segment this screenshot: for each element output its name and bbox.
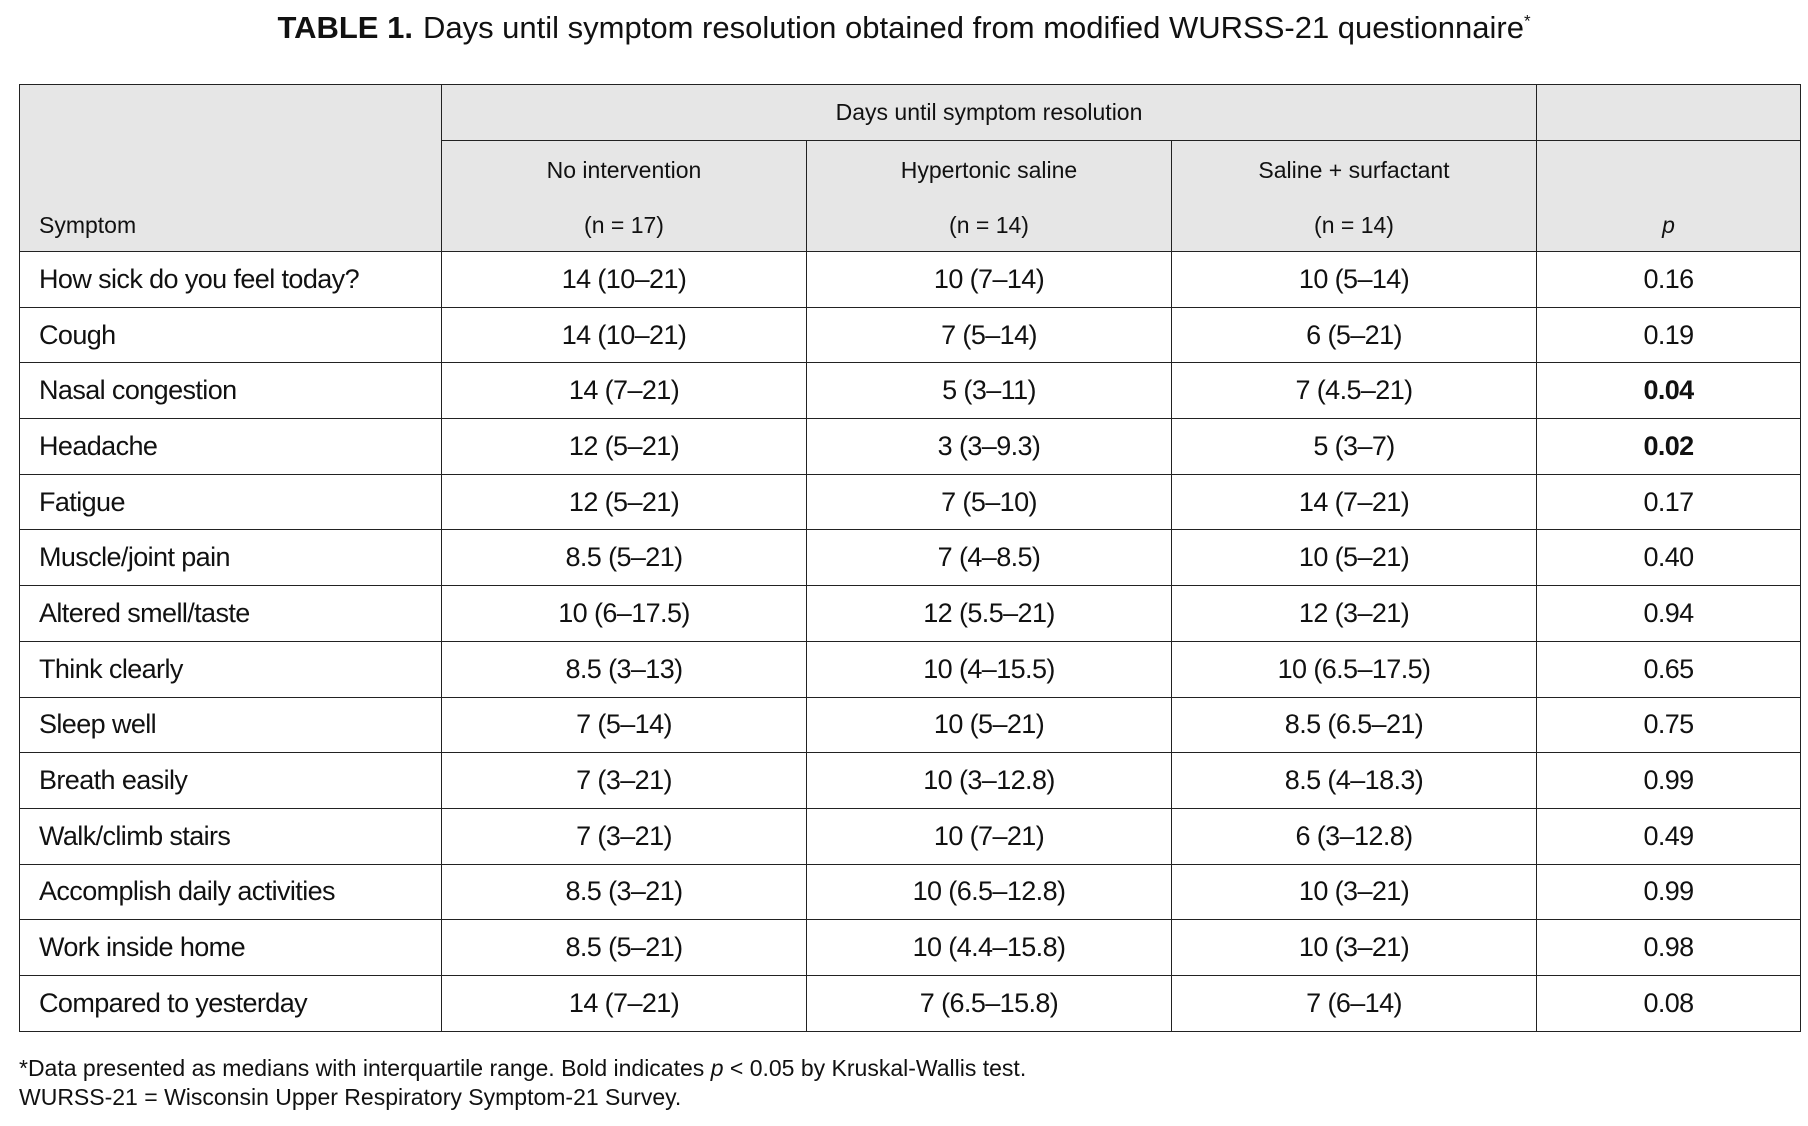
saline-surfactant-cell: 10 (5–14)	[1172, 252, 1537, 308]
symptom-cell: Work inside home	[20, 920, 442, 976]
p-value-cell: 0.49	[1537, 808, 1801, 864]
table-label: TABLE 1.	[277, 10, 413, 45]
hypertonic-saline-cell: 10 (5–21)	[807, 697, 1172, 753]
symptom-cell: Altered smell/taste	[20, 586, 442, 642]
no-intervention-cell: 8.5 (5–21)	[442, 530, 807, 586]
header-no-intervention	[442, 141, 807, 252]
header-saline-surfactant	[1172, 141, 1537, 252]
table-row	[20, 641, 1801, 697]
hypertonic-saline-cell: 3 (3–9.3)	[807, 419, 1172, 475]
p-value-cell: 0.19	[1537, 307, 1801, 363]
hypertonic-saline-cell: 10 (3–12.8)	[807, 753, 1172, 809]
hypertonic-saline-cell: 10 (7–14)	[807, 252, 1172, 308]
symptom-cell: Sleep well	[20, 697, 442, 753]
saline-surfactant-cell: 8.5 (4–18.3)	[1172, 753, 1537, 809]
hypertonic-saline-cell: 12 (5.5–21)	[807, 586, 1172, 642]
symptom-cell: Nasal congestion	[20, 363, 442, 419]
table-row	[20, 808, 1801, 864]
saline-surfactant-cell: 10 (6.5–17.5)	[1172, 641, 1537, 697]
table-row	[20, 252, 1801, 308]
footnote-text: < 0.05 by Kruskal-Wallis test.	[723, 1055, 1027, 1081]
hypertonic-saline-cell: 7 (4–8.5)	[807, 530, 1172, 586]
header-col-name: Hypertonic saline	[900, 157, 1078, 183]
table-row	[20, 530, 1801, 586]
results-table	[19, 84, 1801, 1032]
header-col-n: (n = 14)	[1314, 212, 1394, 238]
p-value-cell: 0.99	[1537, 753, 1801, 809]
header-group-empty	[1537, 85, 1801, 141]
saline-surfactant-cell: 6 (5–21)	[1172, 307, 1537, 363]
p-value-cell: 0.17	[1537, 474, 1801, 530]
symptom-cell: Breath easily	[20, 753, 442, 809]
p-value-cell: 0.94	[1537, 586, 1801, 642]
hypertonic-saline-cell: 10 (7–21)	[807, 808, 1172, 864]
no-intervention-cell: 12 (5–21)	[442, 474, 807, 530]
p-value-cell: 0.08	[1537, 975, 1801, 1031]
saline-surfactant-cell: 6 (3–12.8)	[1172, 808, 1537, 864]
saline-surfactant-cell: 10 (3–21)	[1172, 864, 1537, 920]
symptom-cell: Accomplish daily activities	[20, 864, 442, 920]
symptom-cell: Compared to yesterday	[20, 975, 442, 1031]
header-p: p	[1537, 141, 1801, 252]
table-row	[20, 753, 1801, 809]
no-intervention-cell: 8.5 (3–13)	[442, 641, 807, 697]
saline-surfactant-cell: 8.5 (6.5–21)	[1172, 697, 1537, 753]
table-title	[0, 10, 1808, 46]
p-value-cell: 0.02	[1537, 419, 1801, 475]
table-row	[20, 363, 1801, 419]
saline-surfactant-cell: 7 (4.5–21)	[1172, 363, 1537, 419]
header-col-n: (n = 17)	[584, 212, 664, 238]
table-row	[20, 864, 1801, 920]
hypertonic-saline-cell: 10 (4.4–15.8)	[807, 920, 1172, 976]
footnote-p: p	[710, 1055, 724, 1081]
symptom-cell: Walk/climb stairs	[20, 808, 442, 864]
saline-surfactant-cell: 10 (3–21)	[1172, 920, 1537, 976]
p-value-cell: 0.04	[1537, 363, 1801, 419]
p-value-cell: 0.16	[1537, 252, 1801, 308]
table-row	[20, 975, 1801, 1031]
saline-surfactant-cell: 7 (6–14)	[1172, 975, 1537, 1031]
symptom-cell: Cough	[20, 307, 442, 363]
no-intervention-cell: 10 (6–17.5)	[442, 586, 807, 642]
no-intervention-cell: 14 (10–21)	[442, 307, 807, 363]
table-row	[20, 586, 1801, 642]
header-symptom: Symptom	[20, 85, 442, 252]
footnote-data	[19, 1054, 1026, 1083]
p-value-cell: 0.40	[1537, 530, 1801, 586]
header-col-name: No intervention	[546, 157, 702, 183]
no-intervention-cell: 7 (5–14)	[442, 697, 807, 753]
header-group-days: Days until symptom resolution	[442, 85, 1537, 141]
symptom-cell: Fatigue	[20, 474, 442, 530]
table-row	[20, 697, 1801, 753]
symptom-cell: How sick do you feel today?	[20, 252, 442, 308]
no-intervention-cell: 14 (10–21)	[442, 252, 807, 308]
table-row	[20, 474, 1801, 530]
symptom-cell: Think clearly	[20, 641, 442, 697]
symptom-cell: Muscle/joint pain	[20, 530, 442, 586]
no-intervention-cell: 7 (3–21)	[442, 753, 807, 809]
footnote-marker: *	[1523, 11, 1531, 31]
no-intervention-cell: 14 (7–21)	[442, 363, 807, 419]
hypertonic-saline-cell: 7 (6.5–15.8)	[807, 975, 1172, 1031]
hypertonic-saline-cell: 10 (6.5–12.8)	[807, 864, 1172, 920]
table-body	[20, 252, 1801, 1032]
symptom-cell: Headache	[20, 419, 442, 475]
hypertonic-saline-cell: 7 (5–14)	[807, 307, 1172, 363]
header-col-name: Saline + surfactant	[1258, 157, 1450, 183]
table-row	[20, 920, 1801, 976]
footnote-text: *Data presented as medians with interquartile range. Bold indicates	[19, 1055, 711, 1081]
no-intervention-cell: 7 (3–21)	[442, 808, 807, 864]
table-title-text: Days until symptom resolution obtained from modified WURSS-21 questionnaire	[422, 10, 1524, 45]
saline-surfactant-cell: 12 (3–21)	[1172, 586, 1537, 642]
no-intervention-cell: 8.5 (3–21)	[442, 864, 807, 920]
table-row	[20, 307, 1801, 363]
header-hypertonic-saline	[807, 141, 1172, 252]
header-col-n: (n = 14)	[949, 212, 1029, 238]
saline-surfactant-cell: 14 (7–21)	[1172, 474, 1537, 530]
p-value-cell: 0.98	[1537, 920, 1801, 976]
saline-surfactant-cell: 10 (5–21)	[1172, 530, 1537, 586]
p-value-cell: 0.99	[1537, 864, 1801, 920]
table-row	[20, 419, 1801, 475]
hypertonic-saline-cell: 5 (3–11)	[807, 363, 1172, 419]
no-intervention-cell: 14 (7–21)	[442, 975, 807, 1031]
hypertonic-saline-cell: 10 (4–15.5)	[807, 641, 1172, 697]
saline-surfactant-cell: 5 (3–7)	[1172, 419, 1537, 475]
no-intervention-cell: 12 (5–21)	[442, 419, 807, 475]
p-value-cell: 0.75	[1537, 697, 1801, 753]
p-value-cell: 0.65	[1537, 641, 1801, 697]
footnote-abbreviation: WURSS-21 = Wisconsin Upper Respiratory Symptom-21 Survey.	[19, 1084, 682, 1110]
footnotes	[19, 1054, 1026, 1112]
no-intervention-cell: 8.5 (5–21)	[442, 920, 807, 976]
hypertonic-saline-cell: 7 (5–10)	[807, 474, 1172, 530]
